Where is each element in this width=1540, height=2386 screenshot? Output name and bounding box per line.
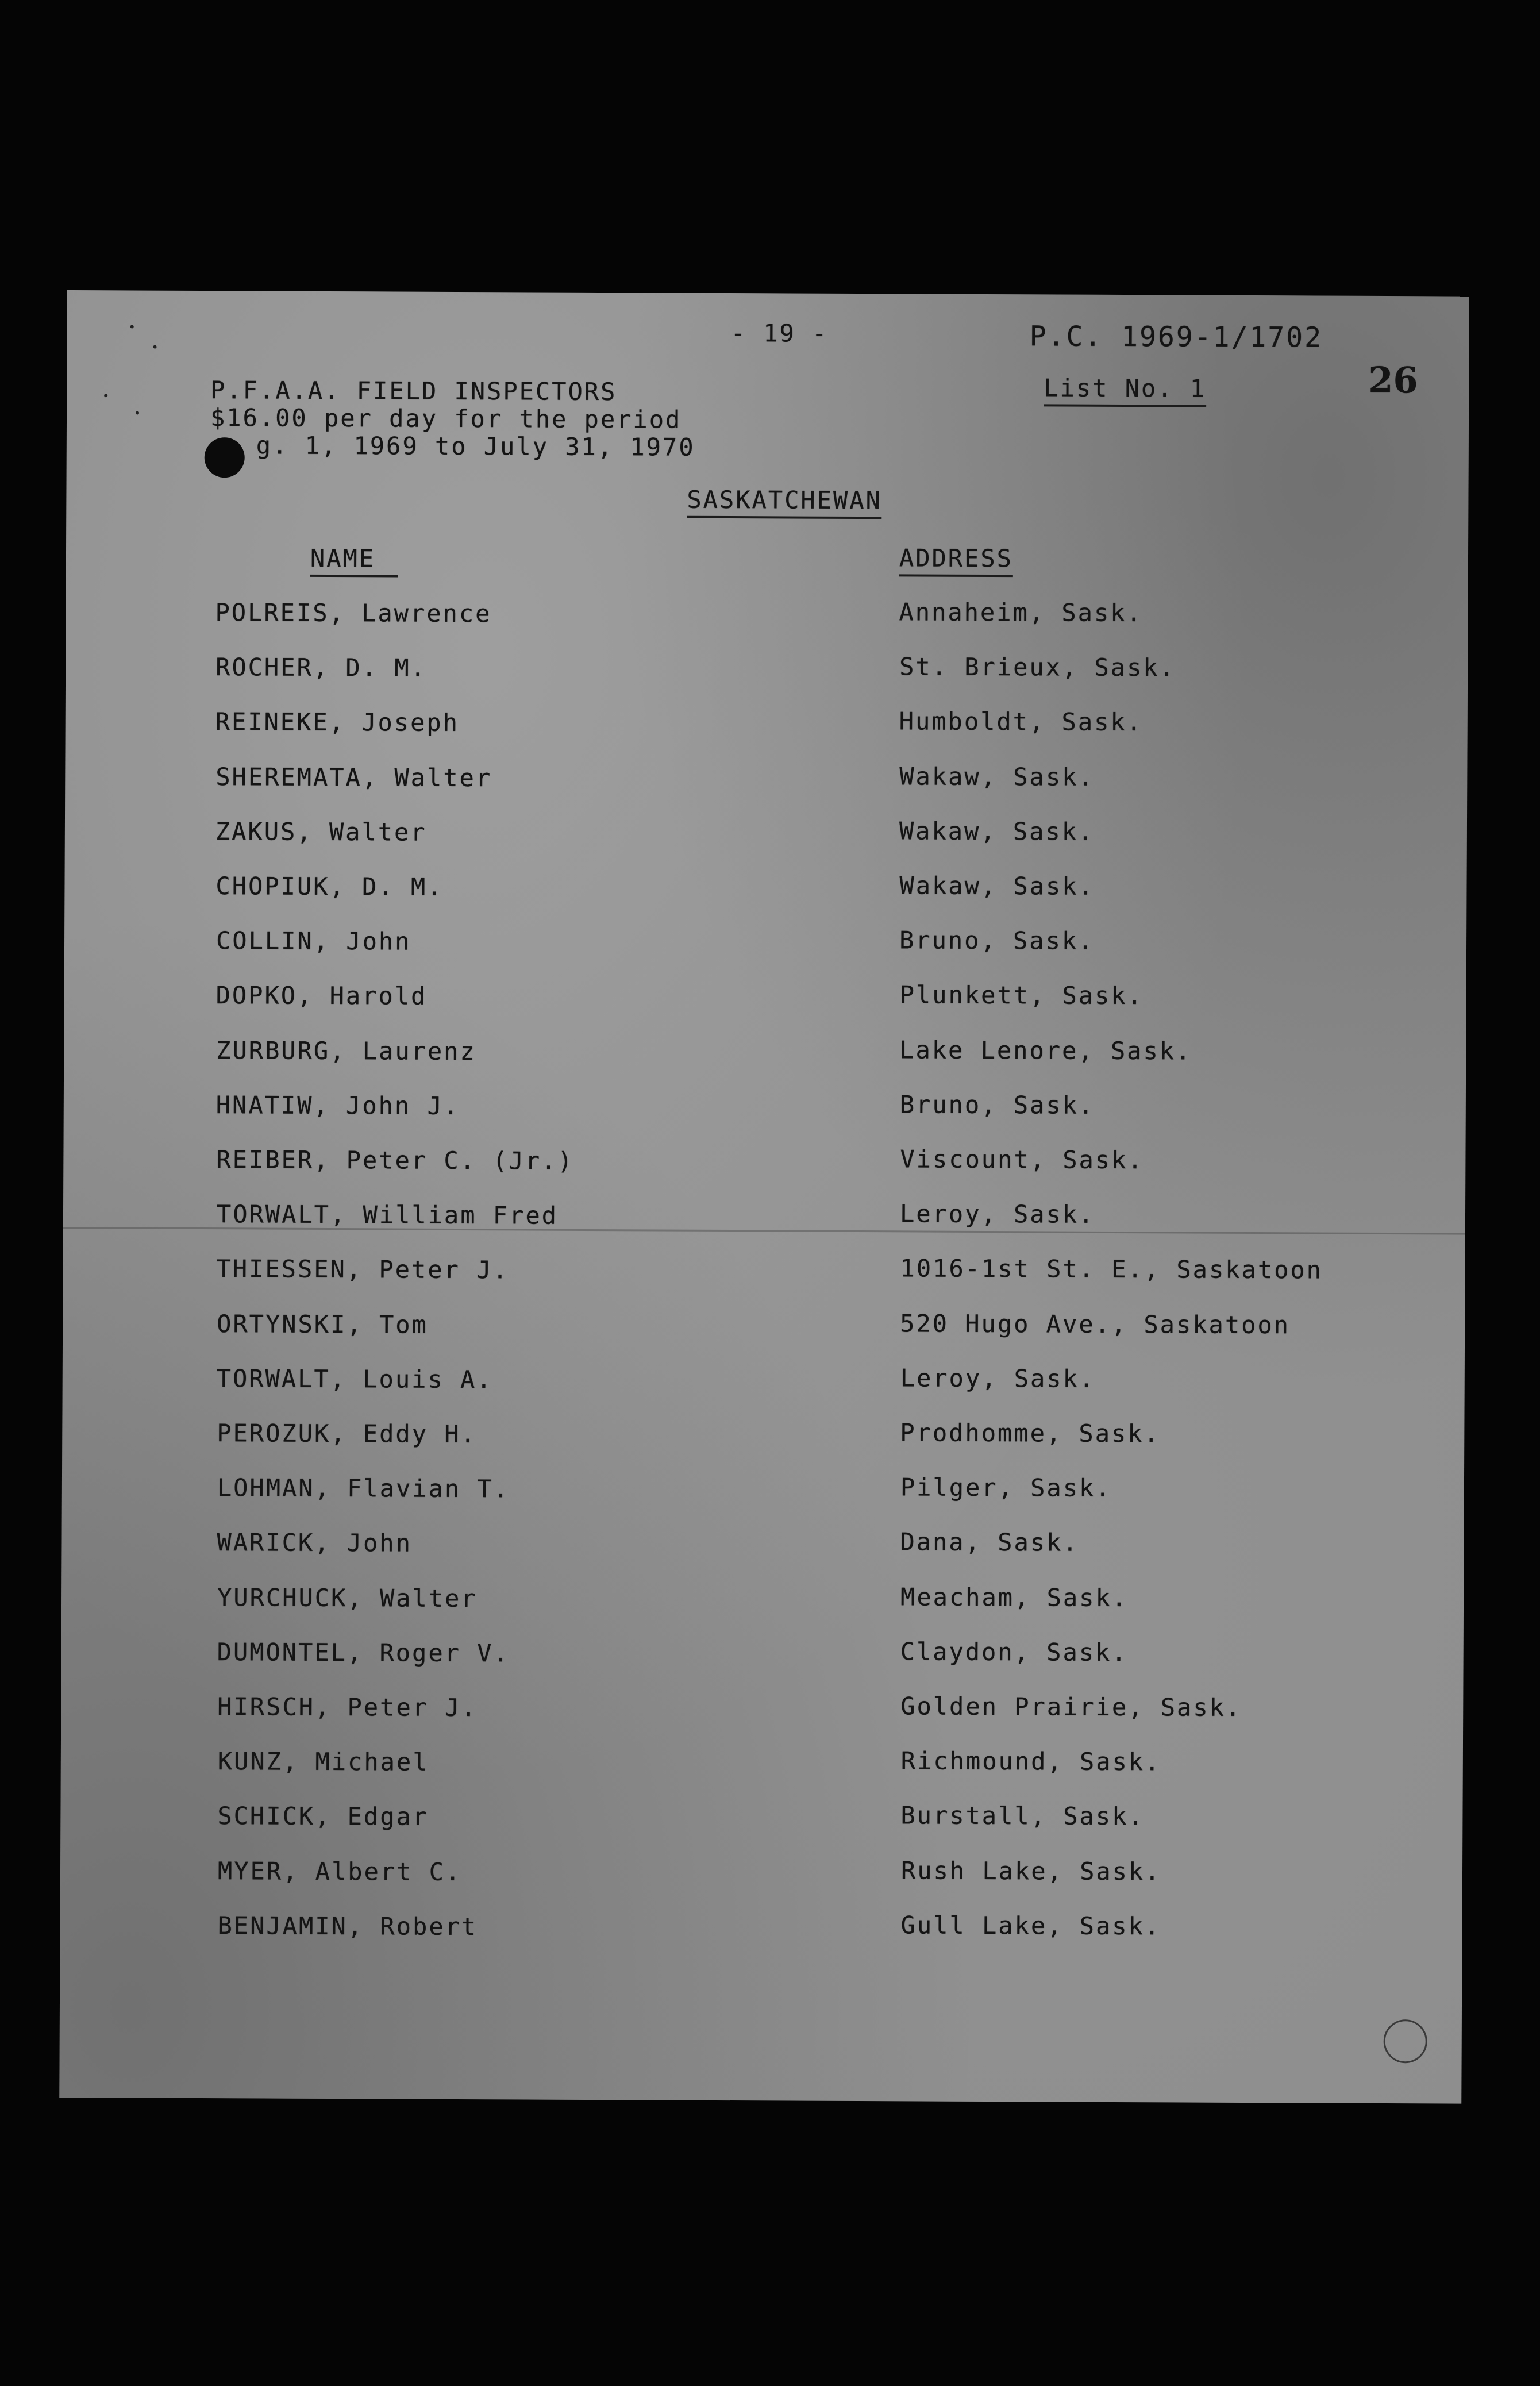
- inspector-name: KUNZ, Michael: [217, 1747, 429, 1776]
- list-label: List No. 1: [1044, 374, 1206, 407]
- speck: [136, 411, 139, 415]
- inspector-name: ZAKUS, Walter: [215, 817, 427, 846]
- speck: [153, 345, 157, 349]
- inspector-name: PEROZUK, Eddy H.: [217, 1419, 478, 1449]
- inspector-name: REINEKE, Joseph: [215, 707, 460, 737]
- inspector-name: HIRSCH, Peter J.: [217, 1692, 478, 1722]
- inspector-name: HNATIW, John J.: [215, 1091, 460, 1120]
- inspector-address: Meacham, Sask.: [900, 1583, 1129, 1613]
- inspector-address: Bruno, Sask.: [899, 1090, 1095, 1119]
- inspector-name: POLREIS, Lawrence: [215, 598, 492, 628]
- inspector-address: Gull Lake, Sask.: [900, 1911, 1161, 1941]
- inspector-address: 520 Hugo Ave., Saskatoon: [900, 1309, 1291, 1340]
- inspector-name: MYER, Albert C.: [217, 1857, 462, 1887]
- inspector-name: ORTYNSKI, Tom: [217, 1310, 428, 1339]
- speck: [104, 394, 107, 397]
- inspector-name: CHOPIUK, D. M.: [215, 872, 444, 901]
- inspector-address: Leroy, Sask.: [900, 1364, 1096, 1393]
- inspector-address: Wakaw, Sask.: [899, 871, 1095, 900]
- inspector-name: TORWALT, Louis A.: [216, 1364, 493, 1394]
- inspector-name: DOPKO, Harold: [215, 981, 428, 1010]
- inspector-address: Prodhomme, Sask.: [900, 1418, 1161, 1448]
- inspector-address: Golden Prairie, Sask.: [900, 1692, 1242, 1722]
- inspector-address: St. Brieux, Sask.: [899, 652, 1176, 682]
- document-page: [59, 290, 1469, 2104]
- title-line-1: P.F.A.A. FIELD INSPECTORS: [210, 376, 617, 406]
- inspector-address: Viscount, Sask.: [900, 1145, 1144, 1175]
- title-line-2: $16.00 per day for the period: [210, 403, 682, 434]
- address-column-header: ADDRESS: [899, 544, 1013, 577]
- inspector-address: Burstall, Sask.: [900, 1801, 1145, 1831]
- inspector-address: Wakaw, Sask.: [899, 762, 1095, 791]
- inspector-name: SCHICK, Edgar: [217, 1802, 429, 1831]
- inspector-address: Bruno, Sask.: [899, 926, 1095, 955]
- inspector-address: Lake Lenore, Sask.: [899, 1036, 1192, 1065]
- title-line-3: g. 1, 1969 to July 31, 1970: [256, 431, 695, 461]
- inspector-name: YURCHUCK, Walter: [217, 1583, 478, 1613]
- inspector-name: TORWALT, William Fred: [216, 1200, 559, 1230]
- inspector-name: DUMONTEL, Roger V.: [217, 1638, 510, 1668]
- ink-blot: [205, 437, 245, 478]
- inspector-address: Annaheim, Sask.: [899, 598, 1143, 628]
- inspector-address: 1016-1st St. E., Saskatoon: [900, 1254, 1323, 1284]
- name-column-header: NAME: [310, 544, 398, 578]
- inspector-address: Pilger, Sask.: [900, 1473, 1112, 1502]
- inspector-name: WARICK, John: [217, 1528, 413, 1557]
- inspector-address: Claydon, Sask.: [900, 1637, 1128, 1667]
- corner-stamp: [1384, 2019, 1427, 2063]
- folio-number: 26: [1368, 359, 1418, 402]
- inspector-name: ROCHER, D. M.: [215, 653, 427, 682]
- inspector-name: SHEREMATA, Walter: [215, 763, 492, 792]
- inspector-address: Leroy, Sask.: [899, 1199, 1095, 1229]
- inspector-address: Rush Lake, Sask.: [900, 1856, 1161, 1886]
- inspector-name: REIBER, Peter C. (Jr.): [216, 1145, 574, 1175]
- pc-number: P.C. 1969-1/1702: [1029, 320, 1323, 354]
- inspector-address: Dana, Sask.: [900, 1527, 1079, 1557]
- inspector-address: Humboldt, Sask.: [899, 707, 1144, 737]
- province-heading: SASKATCHEWAN: [687, 486, 882, 519]
- inspector-address: Plunkett, Sask.: [899, 980, 1144, 1010]
- inspector-address: Richmound, Sask.: [900, 1746, 1161, 1776]
- inspector-address: Wakaw, Sask.: [899, 817, 1095, 846]
- inspector-name: ZURBURG, Laurenz: [216, 1036, 476, 1066]
- page-marker: - 19 -: [730, 319, 829, 348]
- speck: [130, 325, 134, 328]
- inspector-name: THIESSEN, Peter J.: [216, 1254, 509, 1284]
- inspector-name: LOHMAN, Flavian T.: [217, 1473, 510, 1503]
- inspector-name: BENJAMIN, Robert: [217, 1911, 478, 1941]
- inspector-name: COLLIN, John: [215, 926, 411, 956]
